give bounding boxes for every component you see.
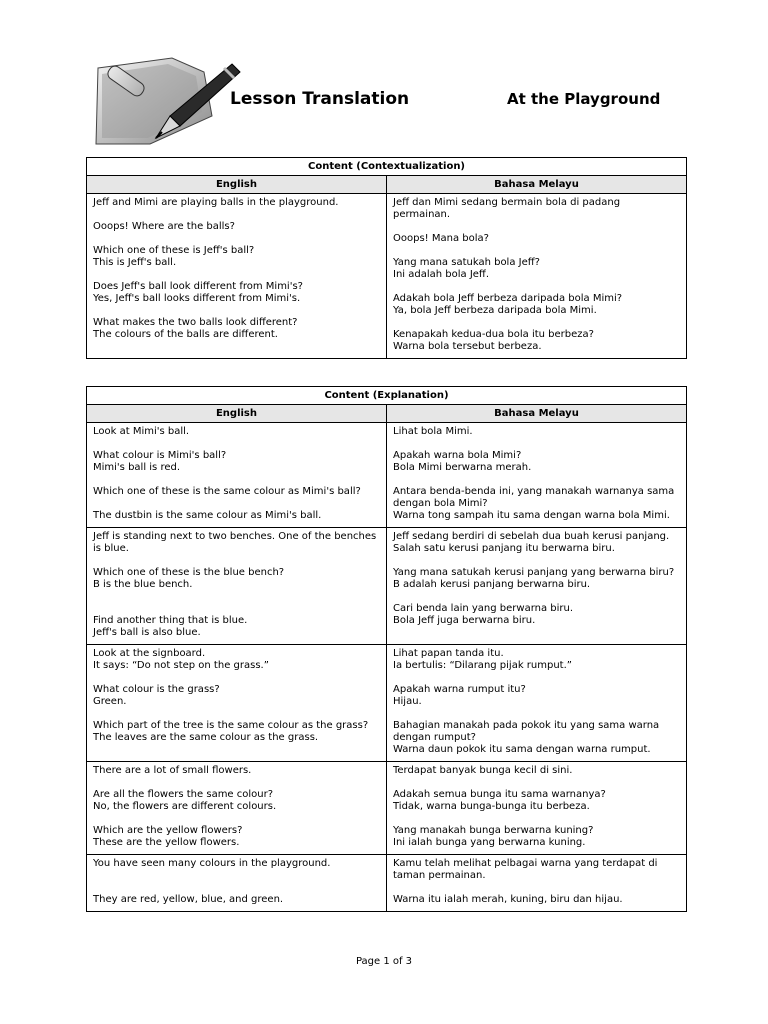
malay-cell (387, 194, 687, 359)
lesson-subtitle: At the Playground (507, 90, 661, 108)
text-line: Look at Mimi's ball. (93, 426, 190, 437)
table-row (87, 762, 687, 855)
text-line: Tidak, warna bunga-bunga itu berbeza. (393, 801, 590, 812)
text-line: Jeff is standing next to two benches. One of the benches is blue. (93, 531, 377, 554)
text-line: Which are the yellow flowers? (93, 825, 243, 836)
text-line: Adakah semua bunga itu sama warnanya? (393, 789, 606, 800)
text-line: Bola Jeff juga berwarna biru. (393, 615, 536, 626)
table-row (87, 645, 687, 762)
english-cell (87, 855, 387, 912)
text-line: What colour is the grass? (93, 684, 220, 695)
table-row (87, 855, 687, 912)
text-line: Yang mana satukah kerusi panjang yang berwarna biru? (393, 567, 675, 578)
malay-cell (387, 528, 687, 645)
section-header: Content (Explanation) (87, 387, 687, 405)
text-line: What colour is Mimi's ball? (93, 450, 227, 461)
text-line: The leaves are the same colour as the grass. (93, 732, 319, 743)
text-line: Which one of these is the same colour as Mimi's ball? (93, 486, 361, 497)
english-cell (87, 194, 387, 359)
malay-cell (387, 423, 687, 528)
text-line: Adakah bola Jeff berbeza daripada bola Mimi? (393, 293, 623, 304)
text-line: Cari benda lain yang berwarna biru. (393, 603, 574, 614)
text-line: Warna daun pokok itu sama dengan warna rumput. (393, 744, 651, 755)
text-line: Terdapat banyak bunga kecil di sini. (393, 765, 573, 776)
text-line: Yes, Jeff's ball looks different from Mimi's. (93, 293, 301, 304)
text-line: Ya, bola Jeff berbeza daripada bola Mimi. (393, 305, 597, 316)
text-line: What makes the two balls look different? (93, 317, 298, 328)
text-line: Antara benda-benda ini, yang manakah warnanya sama dengan bola Mimi? (393, 486, 675, 509)
text-line: B is the blue bench. (93, 579, 193, 590)
malay-cell (387, 645, 687, 762)
text-line: Look at the signboard. (93, 648, 206, 659)
text-line: Yang mana satukah bola Jeff? (393, 257, 540, 268)
table-row (87, 528, 687, 645)
text-line: B adalah kerusi panjang berwarna biru. (393, 579, 591, 590)
text-line: Which one of these is the blue bench? (93, 567, 285, 578)
text-line: The dustbin is the same colour as Mimi's ball. (93, 510, 322, 521)
text-line: Warna bola tersebut berbeza. (393, 341, 542, 352)
page-title: Lesson Translation (230, 89, 410, 109)
malay-cell (387, 855, 687, 912)
text-line: It says: “Do not step on the grass.” (93, 660, 269, 671)
contextualization-table (86, 157, 687, 359)
text-line: Ini adalah bola Jeff. (393, 269, 489, 280)
text-line: Yang manakah bunga berwarna kuning? (393, 825, 594, 836)
text-line: Jeff sedang berdiri di sebelah dua buah kerusi panjang. Salah satu kerusi panjang itu berwarna biru. (393, 531, 670, 554)
text-line: Find another thing that is blue. (93, 615, 248, 626)
english-cell (87, 528, 387, 645)
text-line: Green. (93, 696, 127, 707)
page-number: Page 1 of 3 (355, 956, 413, 967)
text-line: This is Jeff's ball. (93, 257, 177, 268)
column-header-english: English (87, 405, 387, 423)
text-line: No, the flowers are different colours. (93, 801, 277, 812)
explanation-table (86, 386, 687, 912)
text-line: You have seen many colours in the playground. (93, 858, 331, 869)
text-line: These are the yellow flowers. (93, 837, 240, 848)
text-line: Bahagian manakah pada pokok itu yang sama warna dengan rumput? (393, 720, 660, 743)
text-line: Ooops! Where are the balls? (93, 221, 235, 232)
english-cell (87, 423, 387, 528)
text-line: The colours of the balls are different. (93, 329, 278, 340)
text-line: Kamu telah melihat pelbagai warna yang terdapat di taman permainan. (393, 858, 658, 881)
lesson-logo-illustration (92, 54, 242, 149)
english-cell (87, 645, 387, 762)
text-line: Jeff's ball is also blue. (93, 627, 201, 638)
text-line: Ooops! Mana bola? (393, 233, 489, 244)
text-line: Apakah warna bola Mimi? (393, 450, 522, 461)
text-line: They are red, yellow, blue, and green. (93, 894, 284, 905)
text-line: Bola Mimi berwarna merah. (393, 462, 532, 473)
text-line: Warna itu ialah merah, kuning, biru dan hijau. (393, 894, 623, 905)
text-line: Apakah warna rumput itu? (393, 684, 526, 695)
text-line: Ini ialah bunga yang berwarna kuning. (393, 837, 586, 848)
text-line: Mimi's ball is red. (93, 462, 181, 473)
text-line: Which part of the tree is the same colour as the grass? (93, 720, 369, 731)
table-row (87, 423, 687, 528)
text-line: Lihat bola Mimi. (393, 426, 473, 437)
text-line: Ia bertulis: “Dilarang pijak rumput.” (393, 660, 572, 671)
text-line: Kenapakah kedua-dua bola itu berbeza? (393, 329, 594, 340)
malay-cell (387, 762, 687, 855)
text-line: Does Jeff's ball look different from Mimi's? (93, 281, 303, 292)
text-line: Lihat papan tanda itu. (393, 648, 504, 659)
text-line: Jeff and Mimi are playing balls in the playground. (93, 197, 339, 208)
column-header-malay: Bahasa Melayu (387, 176, 687, 194)
text-line: Warna tong sampah itu sama dengan warna bola Mimi. (393, 510, 670, 521)
column-header-english: English (87, 176, 387, 194)
table-row (87, 194, 687, 359)
text-line: There are a lot of small flowers. (93, 765, 252, 776)
text-line: Which one of these is Jeff's ball? (93, 245, 255, 256)
column-header-malay: Bahasa Melayu (387, 405, 687, 423)
text-line: Jeff dan Mimi sedang bermain bola di padang permainan. (393, 197, 621, 220)
section-header: Content (Contextualization) (87, 158, 687, 176)
text-line: Are all the flowers the same colour? (93, 789, 274, 800)
english-cell (87, 762, 387, 855)
text-line: Hijau. (393, 696, 422, 707)
